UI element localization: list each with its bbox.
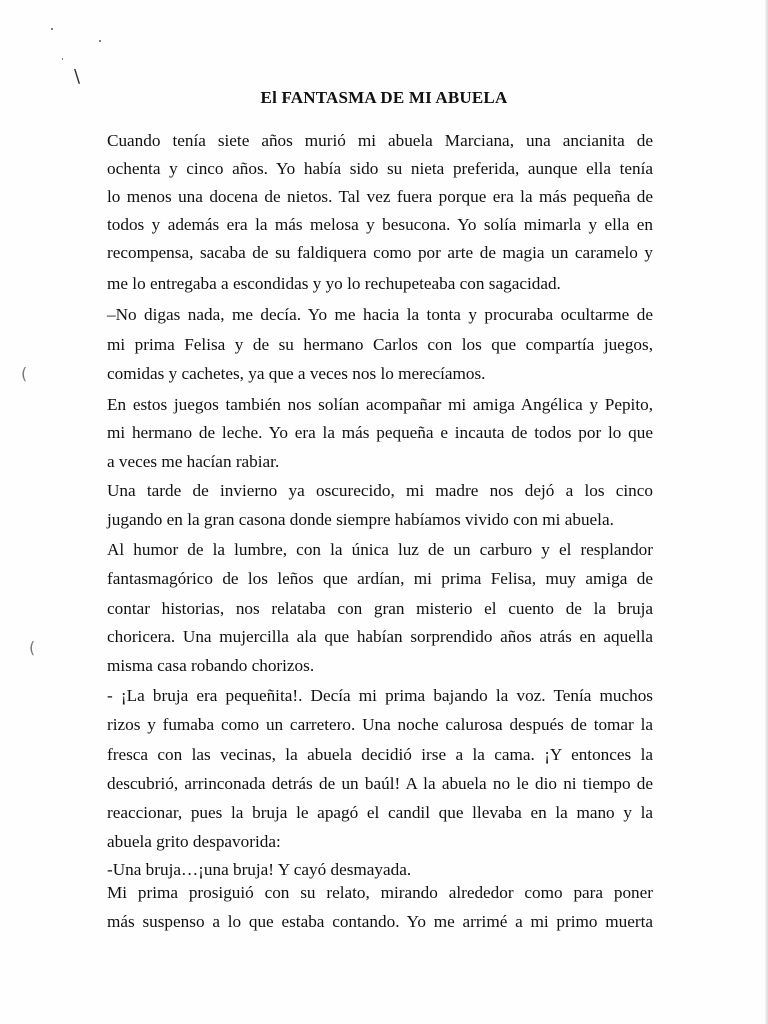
text-line: misma casa robando chorizos. <box>107 656 315 675</box>
text-line: Cuando tenía siete años murió mi abuela Marciana, una ancianita de <box>107 131 653 150</box>
text-line: más suspenso a lo que estaba contando. Yo me arrimé a mi primo muerta <box>107 912 653 931</box>
text-line: me lo entregaba a escondidas y yo lo rechupeteaba con sagacidad. <box>107 274 561 293</box>
text-line: recompensa, sacaba de su faldiquera como por arte de magia un caramelo y <box>107 243 653 262</box>
text-line: fantasmagórico de los leños que ardían, mi prima Felisa, muy amiga de <box>107 569 653 588</box>
text-line: rizos y fumaba como un carretero. Una noche calurosa después de tomar la <box>107 715 653 734</box>
scan-speck <box>51 28 53 30</box>
text-line: descubrió, arrinconada detrás de un baúl! A la abuela no le dio ni tiempo de <box>107 774 653 793</box>
text-line: jugando en la gran casona donde siempre habíamos vivido con mi abuela. <box>107 510 614 529</box>
text-line: contar historias, nos relataba con gran misterio el cuento de la bruja <box>107 599 653 618</box>
text-line: ochenta y cinco años. Yo había sido su nieta preferida, aunque ella tenía <box>107 159 653 178</box>
text-line: a veces me hacían rabiar. <box>107 452 280 471</box>
text-line: choricera. Una mujercilla ala que habían sorprendido años atrás en aquella <box>107 627 653 646</box>
text-line: comidas y cachetes, ya que a veces nos lo merecíamos. <box>107 364 486 383</box>
text-line: Mi prima prosiguió con su relato, mirando alrededor como para poner <box>107 883 653 902</box>
text-line: todos y además era la más melosa y besucona. Yo solía mimarla y ella en <box>107 215 653 234</box>
margin-scribble-mark: \ <box>74 66 81 87</box>
text-line: abuela grito despavorida: <box>107 832 281 851</box>
text-line: En estos juegos también nos solían acompañar mi amiga Angélica y Pepito, <box>107 395 653 414</box>
scan-speck <box>99 40 101 42</box>
text-line: fresca con las vecinas, la abuela decidió irse a la cama. ¡Y entonces la <box>107 745 653 764</box>
text-line: –No digas nada, me decía. Yo me hacia la tonta y procuraba ocultarme de <box>107 305 653 324</box>
margin-paren-mark: ( <box>29 638 36 657</box>
text-line: - ¡La bruja era pequeñita!. Decía mi prima bajando la voz. Tenía muchos <box>107 686 653 705</box>
text-line: -Una bruja…¡una bruja! Y cayó desmayada. <box>107 860 412 879</box>
scan-speck <box>62 58 63 60</box>
margin-paren-mark: ( <box>21 364 28 383</box>
text-line: reaccionar, pues la bruja le apagó el candil que llevaba en la mano y la <box>107 803 653 822</box>
text-line: mi hermano de leche. Yo era la más pequeña e incauta de todos por lo que <box>107 423 653 442</box>
text-line: Una tarde de invierno ya oscurecido, mi madre nos dejó a los cinco <box>107 481 653 500</box>
text-line: Al humor de la lumbre, con la única luz de un carburo y el resplandor <box>107 540 653 559</box>
document-title: El FANTASMA DE MI ABUELA <box>260 88 508 107</box>
text-line: lo menos una docena de nietos. Tal vez fuera porque era la más pequeña de <box>107 187 653 206</box>
text-line: mi prima Felisa y de su hermano Carlos con los que compartía juegos, <box>107 335 653 354</box>
